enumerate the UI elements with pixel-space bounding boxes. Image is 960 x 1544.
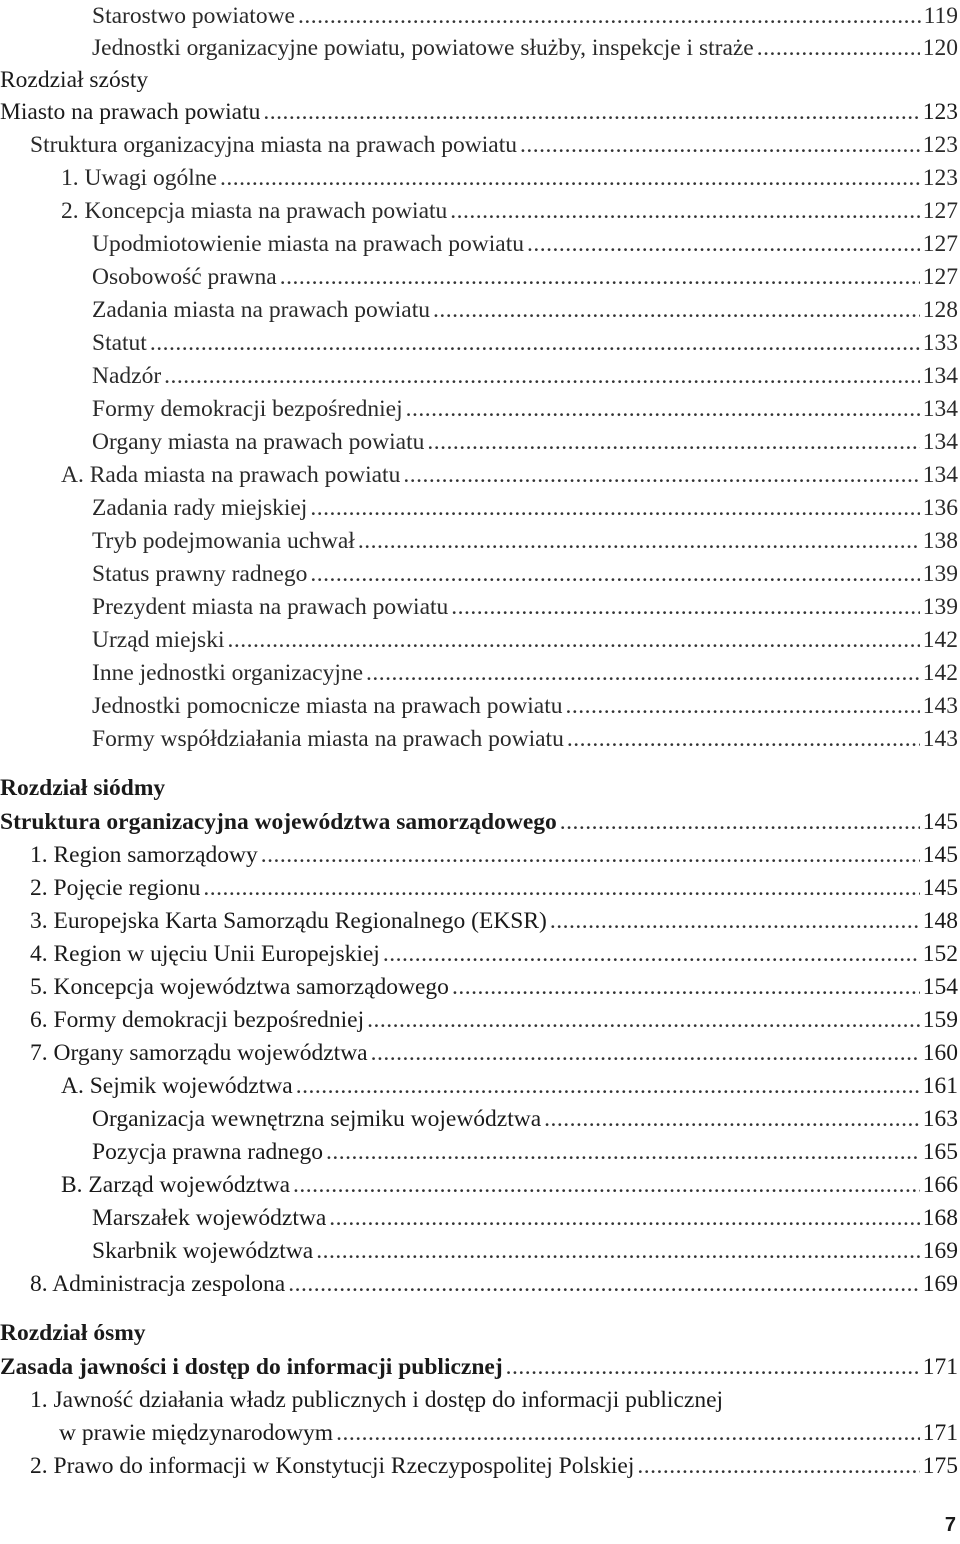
toc-entry-label: 6. Formy demokracji bezpośredniej [30, 1007, 365, 1033]
toc-entry-label: Struktura organizacyjna województwa samorządowego [0, 809, 557, 835]
toc-entry [0, 905, 960, 937]
toc-entry [0, 1317, 960, 1349]
toc-entry-page: 134 [922, 396, 958, 422]
toc-entry-label: Formy demokracji bezpośredniej [92, 396, 403, 422]
toc-entry-label: Zasada jawności i dostęp do informacji publicznej [0, 1354, 503, 1380]
toc-entry-page: 143 [922, 693, 958, 719]
toc-entry [0, 32, 960, 64]
toc-entry-page: 127 [922, 264, 958, 290]
toc-entry-label: 1. Jawność działania władz publicznych i dostęp do informacji publicznej [30, 1387, 724, 1413]
toc-entry-label: 3. Europejska Karta Samorządu Regionalnego (EKSR) [30, 908, 547, 934]
dot-leader [220, 162, 920, 194]
toc-entry-label: Organy miasta na prawach powiatu [92, 429, 425, 455]
toc-entry [0, 1351, 960, 1383]
dot-leader [358, 525, 920, 557]
dot-leader [433, 294, 920, 326]
toc-entry [0, 228, 960, 260]
toc-entry-page: 169 [922, 1271, 958, 1297]
toc-entry [0, 839, 960, 871]
dot-leader [450, 195, 919, 227]
dot-leader [150, 327, 920, 359]
toc-entry [0, 1384, 960, 1416]
dot-leader [550, 905, 920, 937]
toc-entry-label: Upodmiotowienie miasta na prawach powiatu [92, 231, 525, 257]
dot-leader [452, 971, 920, 1003]
dot-leader [296, 1070, 920, 1102]
toc-entry [0, 0, 960, 32]
toc-entry-page: 120 [922, 35, 958, 61]
toc-entry [0, 690, 960, 722]
toc-entry-page: 134 [922, 429, 958, 455]
dot-leader [203, 872, 919, 904]
toc-entry-page: 134 [922, 363, 958, 389]
dot-leader [383, 938, 920, 970]
toc-entry [0, 162, 960, 194]
dot-leader [288, 1268, 920, 1300]
toc-entry-label: Formy współdziałania miasta na prawach powiatu [92, 726, 564, 752]
toc-entry [0, 64, 960, 96]
toc-entry [0, 525, 960, 557]
toc-entry [0, 971, 960, 1003]
dot-leader [280, 261, 920, 293]
dot-leader [544, 1103, 920, 1135]
toc-entry-label: 2. Koncepcja miasta na prawach powiatu [61, 198, 448, 224]
toc-entry [0, 294, 960, 326]
toc-entry-label: Tryb podejmowania uchwał [92, 528, 355, 554]
toc-entry [0, 1202, 960, 1234]
toc-entry-page: 145 [922, 842, 958, 868]
toc-entry-page: 159 [922, 1007, 958, 1033]
toc-entry-page: 154 [922, 974, 958, 1000]
toc-entry-label: Urząd miejski [92, 627, 225, 653]
toc-entry-label: Pozycja prawna radnego [92, 1139, 323, 1165]
toc-entry-page: 161 [922, 1073, 958, 1099]
toc-entry-page: 136 [922, 495, 958, 521]
dot-leader [560, 806, 920, 838]
toc-entry-page: 127 [922, 198, 958, 224]
toc-entry-label: B. Zarząd województwa [61, 1172, 291, 1198]
toc-entry-page: 145 [922, 809, 958, 835]
toc-entry-page: 123 [922, 132, 958, 158]
toc-entry [0, 1136, 960, 1168]
toc-entry-label: Marszałek województwa [92, 1205, 327, 1231]
dot-leader [566, 690, 920, 722]
toc-entry [0, 1417, 960, 1449]
toc-entry [0, 624, 960, 656]
toc-entry-label: w prawie międzynarodowym [59, 1420, 334, 1446]
dot-leader [757, 32, 920, 64]
toc-entry-label: Statut [92, 330, 147, 356]
toc-entry-label: Rozdział ósmy [0, 1320, 146, 1346]
toc-entry-label: 8. Administracja zespolona [30, 1271, 286, 1297]
dot-leader [366, 657, 920, 689]
toc-entry-label: Miasto na prawach powiatu [0, 99, 261, 125]
toc-entry-page: 142 [922, 627, 958, 653]
dot-leader [367, 1004, 920, 1036]
toc-entry-page: 139 [922, 594, 958, 620]
toc-entry-page: 128 [922, 297, 958, 323]
toc-entry [0, 1004, 960, 1036]
toc-entry-page: 171 [922, 1420, 958, 1446]
toc-entry-label: 4. Region w ujęciu Unii Europejskiej [30, 941, 380, 967]
toc-entry-label: Skarbnik województwa [92, 1238, 314, 1264]
toc-entry-page: 163 [922, 1106, 958, 1132]
toc-entry-label: 1. Uwagi ogólne [61, 165, 217, 191]
toc-entry-label: 7. Organy samorządu województwa [30, 1040, 368, 1066]
toc-entry-label: 2. Pojęcie regionu [30, 875, 201, 901]
toc-entry [0, 1103, 960, 1135]
toc-entry-page: 143 [922, 726, 958, 752]
toc-entry [0, 723, 960, 755]
toc-entry [0, 558, 960, 590]
dot-leader [567, 723, 920, 755]
dot-leader [427, 426, 919, 458]
toc-entry [0, 492, 960, 524]
toc-entry [0, 772, 960, 804]
toc-entry-page: 134 [922, 462, 958, 488]
dot-leader [506, 1351, 920, 1383]
dot-leader [261, 839, 920, 871]
toc-entry-label: Jednostki organizacyjne powiatu, powiatowe służby, inspekcje i straże [92, 35, 754, 61]
toc-entry-label: A. Rada miasta na prawach powiatu [61, 462, 401, 488]
toc-entry-label: Jednostki pomocnicze miasta na prawach powiatu [92, 693, 563, 719]
toc-entry-page: 152 [922, 941, 958, 967]
toc-entry [0, 806, 960, 838]
dot-leader [164, 360, 920, 392]
toc-entry-page: 148 [922, 908, 958, 934]
toc-entry-page: 133 [922, 330, 958, 356]
toc-entry [0, 872, 960, 904]
toc-entry [0, 1070, 960, 1102]
toc-entry-page: 165 [922, 1139, 958, 1165]
toc-entry [0, 360, 960, 392]
toc-entry [0, 426, 960, 458]
dot-leader [263, 96, 919, 128]
toc-entry [0, 327, 960, 359]
toc-entry [0, 261, 960, 293]
dot-leader [326, 1136, 920, 1168]
toc-entry-label: Struktura organizacyjna miasta na prawach powiatu [30, 132, 518, 158]
dot-leader [371, 1037, 920, 1069]
toc-entry [0, 393, 960, 425]
toc-entry [0, 96, 960, 128]
toc-entry [0, 1037, 960, 1069]
toc-entry-page: 160 [922, 1040, 958, 1066]
toc-entry-label: Prezydent miasta na prawach powiatu [92, 594, 449, 620]
toc-entry-label: Status prawny radnego [92, 561, 308, 587]
dot-leader [293, 1169, 920, 1201]
toc-entry-label: Inne jednostki organizacyjne [92, 660, 364, 686]
toc-entry-page: 123 [922, 165, 958, 191]
toc-entry-page: 175 [922, 1453, 958, 1479]
toc-entry-label: 5. Koncepcja województwa samorządowego [30, 974, 449, 1000]
toc-entry [0, 459, 960, 491]
dot-leader [310, 558, 919, 590]
toc-entry-page: 145 [922, 875, 958, 901]
dot-leader [329, 1202, 919, 1234]
toc-entry-label: Osobowość prawna [92, 264, 277, 290]
dot-leader [403, 459, 919, 491]
toc-entry [0, 657, 960, 689]
toc-entry-page: 142 [922, 660, 958, 686]
page-number: 7 [944, 1514, 956, 1536]
toc-entry-page: 168 [922, 1205, 958, 1231]
toc-entry-page: 127 [922, 231, 958, 257]
toc-entry [0, 591, 960, 623]
dot-leader [336, 1417, 920, 1449]
toc-entry-label: Zadania miasta na prawach powiatu [92, 297, 430, 323]
dot-leader [316, 1235, 920, 1267]
toc-entry-page: 171 [922, 1354, 958, 1380]
toc-entry-label: A. Sejmik województwa [61, 1073, 293, 1099]
dot-leader [451, 591, 919, 623]
toc-entry-page: 123 [922, 99, 958, 125]
toc-entry [0, 1268, 960, 1300]
toc-entry-label: 2. Prawo do informacji w Konstytucji Rzeczypospolitej Polskiej [30, 1453, 635, 1479]
toc-entry [0, 1450, 960, 1482]
dot-leader [298, 0, 921, 32]
toc-entry-label: Zadania rady miejskiej [92, 495, 308, 521]
dot-leader [406, 393, 920, 425]
toc-entry-label: Rozdział siódmy [0, 775, 166, 801]
toc-entry-page: 166 [922, 1172, 958, 1198]
toc-entry-page: 169 [922, 1238, 958, 1264]
toc-entry-label: Rozdział szósty [0, 67, 149, 93]
dot-leader [527, 228, 920, 260]
toc-entry-page: 139 [922, 561, 958, 587]
toc-entry-page: 119 [923, 3, 958, 29]
toc-entry-label: Organizacja wewnętrzna sejmiku województwa [92, 1106, 542, 1132]
toc-entry-label: Starostwo powiatowe [92, 3, 295, 29]
toc-entry [0, 1169, 960, 1201]
dot-leader [227, 624, 919, 656]
dot-leader [310, 492, 919, 524]
dot-leader [520, 129, 920, 161]
toc-entry [0, 129, 960, 161]
toc-entry [0, 938, 960, 970]
toc-entry-label: 1. Region samorządowy [30, 842, 258, 868]
toc-entry-label: Nadzór [92, 363, 162, 389]
dot-leader [637, 1450, 919, 1482]
toc-entry-page: 138 [922, 528, 958, 554]
toc-entry [0, 1235, 960, 1267]
toc-entry [0, 195, 960, 227]
